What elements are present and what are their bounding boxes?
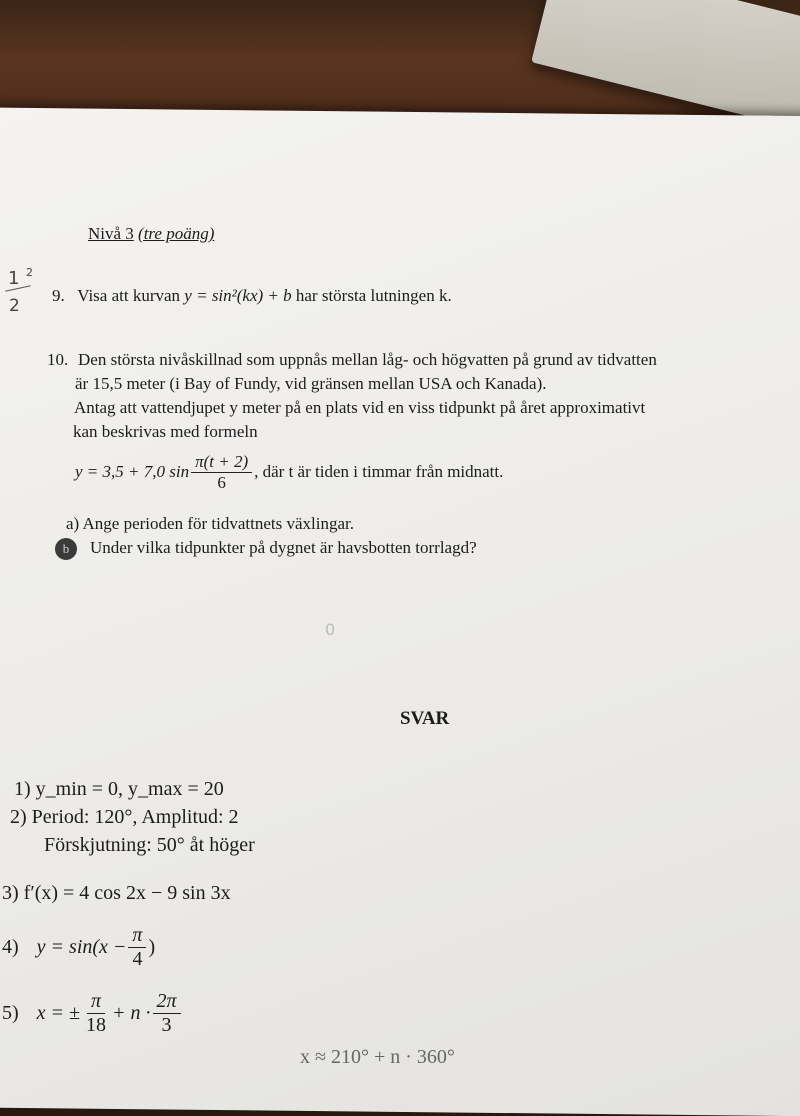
- q9-formula: y = sin²(kx) + b: [184, 286, 292, 305]
- answer-4-right: ): [148, 936, 156, 958]
- q10-fraction-denominator: 6: [217, 472, 226, 492]
- stray-mark: 0: [325, 620, 336, 639]
- answer-4-number: 4): [2, 936, 19, 958]
- q10-line-3: Antag att vattendjupet y meter på en plats vid en viss tidpunkt på året approximativt: [74, 398, 646, 417]
- q10-formula-right: , där t är tiden i timmar från midnatt.: [254, 462, 504, 482]
- margin-note-bottom: 2: [9, 296, 20, 316]
- answer-5-fraction-1: [82, 990, 110, 1037]
- q10-formula-left: y = 3,5 + 7,0 sin: [75, 462, 190, 482]
- q9-text-post: har största lutningen k.: [295, 286, 452, 305]
- margin-note-mark: 2: [26, 266, 33, 279]
- q9-text-pre: Visa att kurvan: [77, 286, 181, 305]
- answer-5-left: x = ±: [36, 1002, 81, 1024]
- answer-5-middle: + n ·: [112, 1002, 151, 1024]
- level-subtitle: (tre poäng): [138, 224, 215, 243]
- margin-note-top: 1: [8, 268, 20, 289]
- q10-line-4: kan beskrivas med formeln: [73, 422, 258, 441]
- q10-formula: [75, 452, 503, 492]
- q10-part-b-marker: b: [55, 538, 77, 560]
- answer-4-left: y = sin(x −: [36, 936, 127, 958]
- answer-5-number: 5): [2, 1002, 19, 1024]
- answer-5-fraction-2-denominator: 3: [161, 1014, 172, 1036]
- answer-6-partial: x ≈ 210° + n · 360°: [300, 1046, 455, 1068]
- q10-fraction: [191, 452, 252, 492]
- q10-number: 10.: [47, 350, 69, 369]
- answer-5-fraction-2: [153, 990, 181, 1037]
- answer-1: 1) y_min = 0, y_max = 20: [14, 778, 224, 800]
- question-9: [52, 286, 452, 306]
- answer-2-line-1: 2) Period: 120°, Amplitud: 2: [10, 806, 239, 828]
- answer-3: 3) f′(x) = 4 cos 2x − 9 sin 3x: [2, 882, 231, 904]
- answer-4-fraction: [128, 924, 146, 971]
- q10-line-1: Den största nivåskillnad som uppnås mellan låg- och högvatten på grund av tidvatten: [78, 350, 657, 369]
- q9-number: 9.: [52, 286, 65, 305]
- answer-2-line-2: Förskjutning: 50° åt höger: [44, 834, 255, 856]
- answer-5-fraction-1-numerator: π: [87, 990, 105, 1014]
- answers-title: SVAR: [400, 708, 450, 729]
- q10-fraction-numerator: π(t + 2): [191, 452, 252, 473]
- answer-5-fraction-2-numerator: 2π: [153, 990, 181, 1014]
- q10-part-b: Under vilka tidpunkter på dygnet är havsbotten torrlagd?: [90, 538, 477, 557]
- level-heading: [88, 224, 214, 244]
- q10-part-a: a) Ange perioden för tidvattnets växlingar.: [66, 514, 354, 533]
- level-title: Nivå 3: [88, 224, 134, 243]
- answer-5: [2, 990, 183, 1037]
- answer-4: [2, 924, 155, 971]
- answer-4-fraction-denominator: 4: [132, 948, 143, 970]
- q10-line-2: är 15,5 meter (i Bay of Fundy, vid gränsen mellan USA och Kanada).: [75, 374, 547, 393]
- answer-5-fraction-1-denominator: 18: [86, 1014, 107, 1036]
- answer-4-fraction-numerator: π: [128, 924, 146, 948]
